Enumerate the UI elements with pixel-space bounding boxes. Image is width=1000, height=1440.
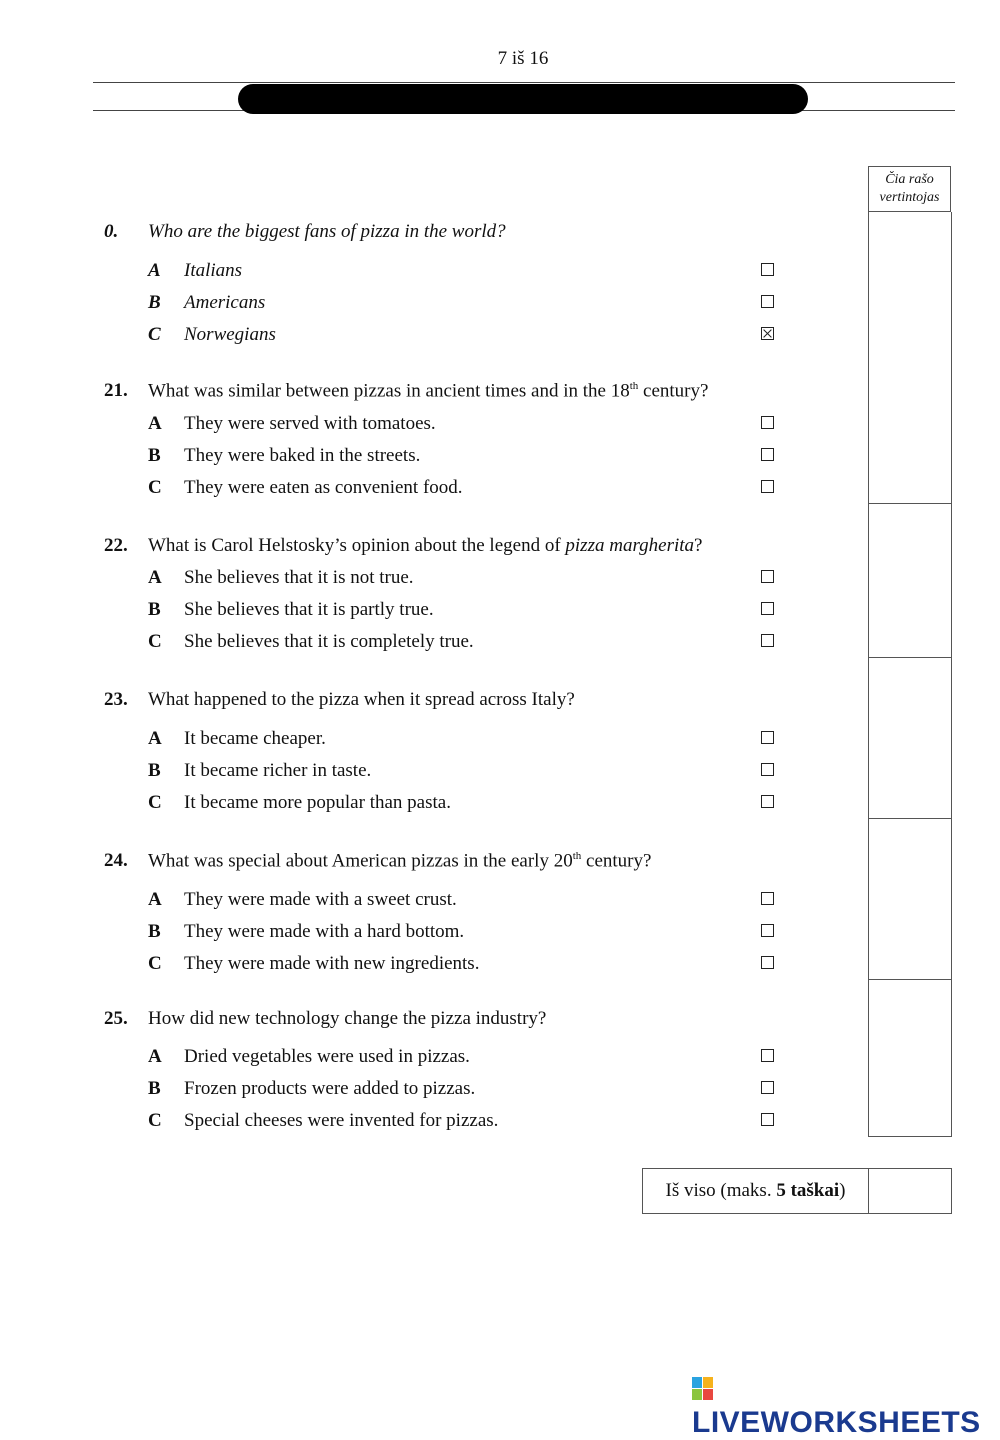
question-number: 21.	[104, 380, 128, 401]
option-text: They were made with a sweet crust.	[184, 889, 457, 910]
logo-text: LIVEWORKSHEETS	[692, 1406, 981, 1439]
option-letter: C	[148, 631, 162, 652]
grader-box-24[interactable]	[868, 819, 952, 980]
grader-box-22[interactable]	[868, 504, 952, 658]
grader-box-21[interactable]	[868, 212, 952, 504]
option-letter: A	[148, 567, 162, 588]
example-option-letter: B	[148, 292, 161, 313]
option-letter: B	[148, 1078, 161, 1099]
option-text: She believes that it is not true.	[184, 567, 414, 588]
option-text: Dried vegetables were used in pizzas.	[184, 1046, 470, 1067]
option-letter: A	[148, 728, 162, 749]
option-text: They were made with a hard bottom.	[184, 921, 465, 942]
question-text: What is Carol Helstosky’s opinion about the legend of pizza margherita?	[148, 535, 703, 556]
question-number: 25.	[104, 1008, 128, 1029]
grader-column-header	[868, 166, 951, 212]
header-rule-top	[93, 82, 955, 83]
option-text: Special cheeses were invented for pizzas.	[184, 1110, 499, 1131]
question-text: What was similar between pizzas in ancient times and in the 18th century?	[148, 380, 709, 402]
example-option-text: Americans	[184, 292, 266, 313]
option-text: They were served with tomatoes.	[184, 413, 436, 434]
page-number: 7 iš 16	[497, 48, 549, 69]
question-number: 24.	[104, 850, 128, 871]
option-letter: B	[148, 599, 161, 620]
option-text: Frozen products were added to pizzas.	[184, 1078, 476, 1099]
example-number: 0.	[104, 221, 119, 242]
option-text: It became cheaper.	[184, 728, 326, 749]
question-number: 23.	[104, 689, 128, 710]
example-option-text: Italians	[184, 260, 243, 281]
question-text: How did new technology change the pizza industry?	[148, 1008, 547, 1029]
option-text: They were made with new ingredients.	[184, 953, 480, 974]
answer-checkbox[interactable]	[761, 924, 774, 937]
answer-checkbox[interactable]	[761, 1081, 774, 1094]
question-text: What was special about American pizzas in the early 20th century?	[148, 850, 652, 872]
option-text: It became richer in taste.	[184, 760, 372, 781]
option-letter: B	[148, 445, 161, 466]
example-checkbox-a[interactable]	[761, 263, 774, 276]
option-letter: C	[148, 792, 162, 813]
question-text: What happened to the pizza when it spread across Italy?	[148, 689, 575, 710]
total-score-box[interactable]	[868, 1168, 952, 1214]
option-letter: B	[148, 760, 161, 781]
answer-checkbox[interactable]	[761, 634, 774, 647]
option-letter: C	[148, 1110, 162, 1131]
grader-box-23[interactable]	[868, 658, 952, 819]
answer-checkbox[interactable]	[761, 416, 774, 429]
answer-checkbox[interactable]	[761, 570, 774, 583]
example-option-letter: C	[148, 324, 161, 345]
option-letter: C	[148, 953, 162, 974]
question-number: 22.	[104, 535, 128, 556]
answer-checkbox[interactable]	[761, 448, 774, 461]
option-text: They were eaten as convenient food.	[184, 477, 463, 498]
option-letter: A	[148, 413, 162, 434]
example-checkbox-c-checked[interactable]	[761, 327, 774, 340]
option-text: She believes that it is partly true.	[184, 599, 434, 620]
redaction-mark	[238, 84, 808, 114]
answer-checkbox[interactable]	[761, 763, 774, 776]
answer-checkbox[interactable]	[761, 1049, 774, 1062]
option-text: They were baked in the streets.	[184, 445, 421, 466]
liveworksheets-logo-icon	[692, 1377, 714, 1401]
option-letter: A	[148, 1046, 162, 1067]
option-letter: C	[148, 477, 162, 498]
answer-checkbox[interactable]	[761, 1113, 774, 1126]
option-text: It became more popular than pasta.	[184, 792, 451, 813]
grader-label-line1: Čia rašo	[885, 172, 934, 187]
answer-checkbox[interactable]	[761, 892, 774, 905]
example-option-letter: A	[148, 260, 161, 281]
total-score-label: Iš viso (maks. 5 taškai)	[642, 1168, 869, 1214]
example-checkbox-b[interactable]	[761, 295, 774, 308]
example-question: Who are the biggest fans of pizza in the world?	[148, 221, 506, 242]
example-option-text: Norwegians	[184, 324, 276, 345]
answer-checkbox[interactable]	[761, 602, 774, 615]
grader-box-25[interactable]	[868, 980, 952, 1137]
answer-checkbox[interactable]	[761, 795, 774, 808]
answer-checkbox[interactable]	[761, 480, 774, 493]
grader-label-line2: vertintojas	[879, 190, 940, 205]
option-letter: A	[148, 889, 162, 910]
liveworksheets-logo[interactable]	[692, 1372, 1000, 1440]
answer-checkbox[interactable]	[761, 731, 774, 744]
option-letter: B	[148, 921, 161, 942]
option-text: She believes that it is completely true.	[184, 631, 474, 652]
answer-checkbox[interactable]	[761, 956, 774, 969]
